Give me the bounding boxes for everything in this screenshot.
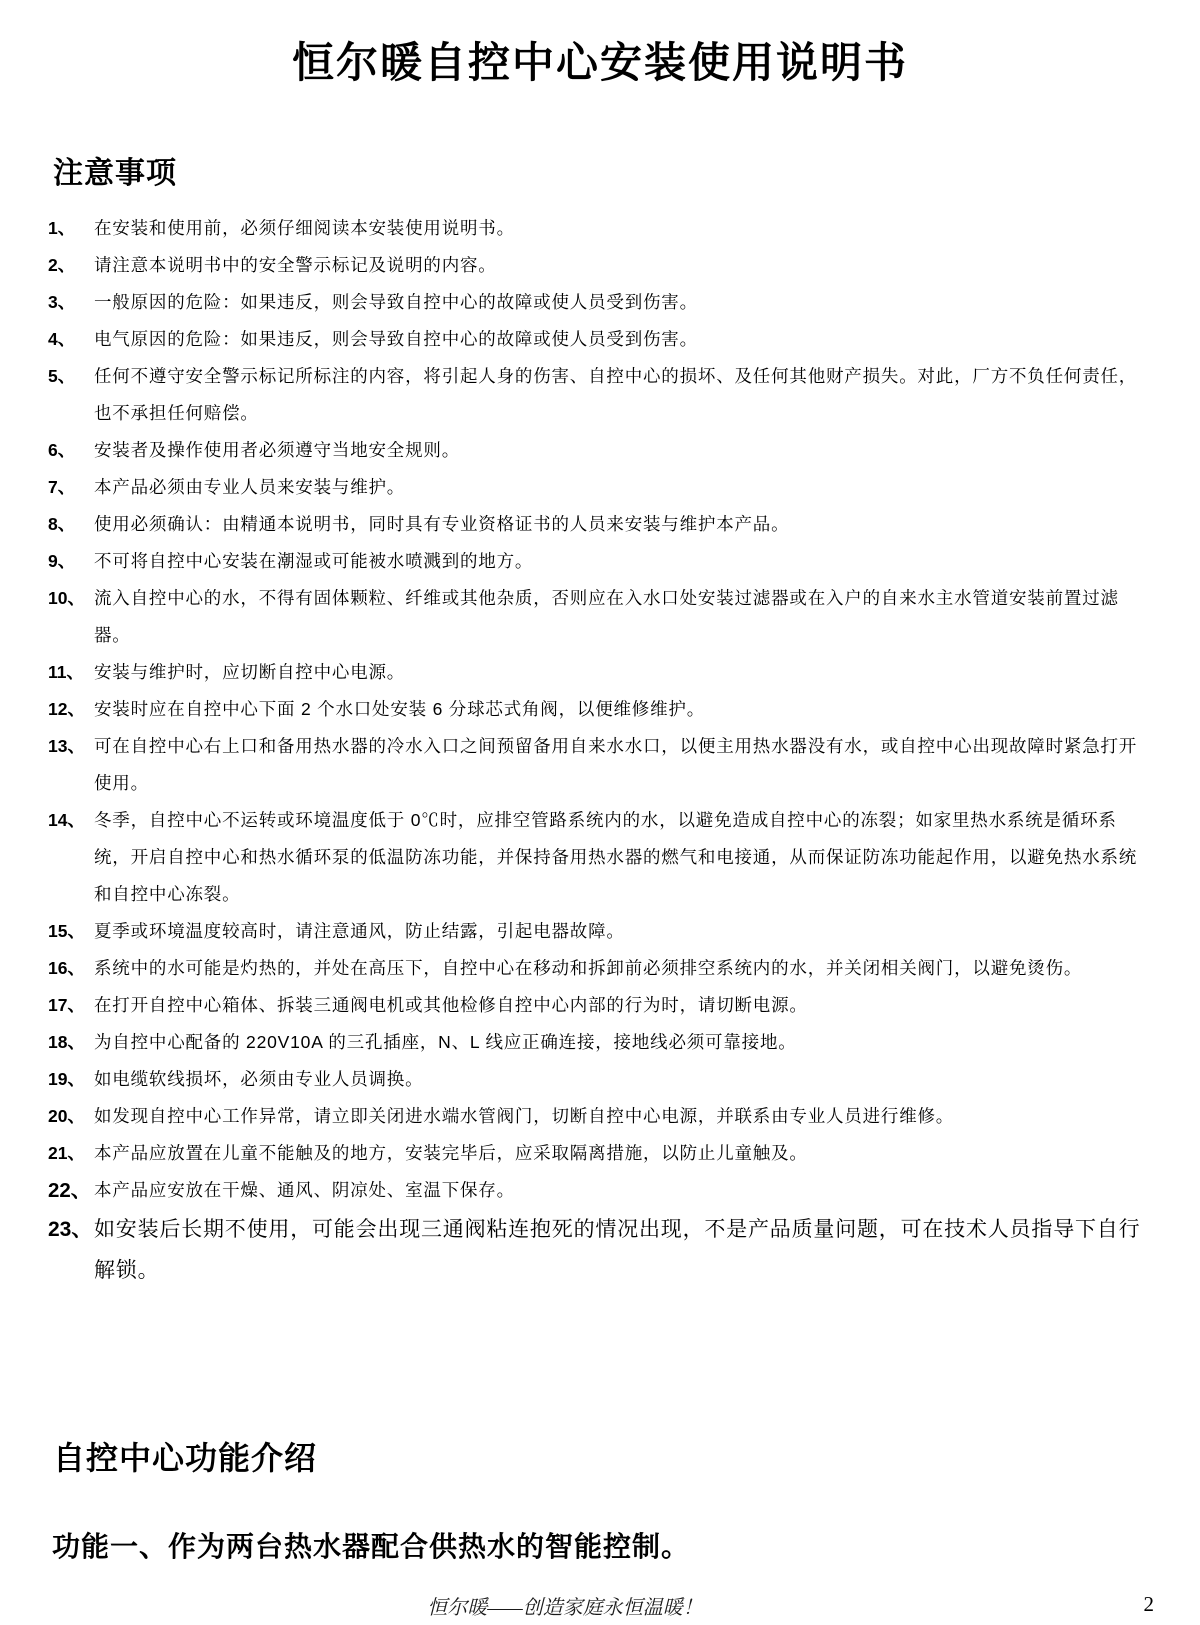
section-heading-notice: 注意事项	[53, 156, 177, 190]
list-item	[48, 728, 1150, 802]
item-text: 本产品应安放在干燥、通风、阴凉处、室温下保存。	[94, 1179, 515, 1200]
item-text: 安装与维护时，应切断自控中心电源。	[94, 661, 406, 682]
item-number: 4、	[48, 328, 76, 349]
item-text: 冬季，自控中心不运转或环境温度低于 0℃时，应排空管路系统内的水，以避免造成自控中心的冻裂；如家里热水系统是循环系统，开启自控中心和热水循环泵的低温防冻功能，并保持备用热水器的燃气和电接通，从而保证防冻功能起作用，以避免热水系统和自控中心冻裂。	[94, 809, 1138, 904]
item-text: 可在自控中心右上口和备用热水器的冷水入口之间预留备用自来水水口，以便主用热水器没有水，或自控中心出现故障时紧急打开使用。	[94, 735, 1138, 793]
list-item	[48, 247, 1150, 284]
list-item	[48, 950, 1150, 987]
item-text: 如安装后长期不使用，可能会出现三通阀粘连抱死的情况出现，不是产品质量问题，可在技术人员指导下自行解锁。	[94, 1217, 1141, 1282]
item-number: 19、	[48, 1068, 85, 1089]
item-number: 3、	[48, 291, 76, 312]
list-item	[48, 432, 1150, 469]
item-text: 本产品应放置在儿童不能触及的地方，安装完毕后，应采取隔离措施，以防止儿童触及。	[94, 1142, 808, 1163]
item-number: 10、	[48, 587, 85, 608]
item-number: 20、	[48, 1105, 85, 1126]
list-item	[48, 543, 1150, 580]
item-number: 18、	[48, 1031, 85, 1052]
item-text: 流入自控中心的水，不得有固体颗粒、纤维或其他杂质，否则应在入水口处安装过滤器或在入户的自来水主水管道安装前置过滤器。	[94, 587, 1119, 645]
list-item	[48, 1135, 1150, 1172]
item-text: 电气原因的危险：如果违反，则会导致自控中心的故障或使人员受到伤害。	[94, 328, 698, 349]
item-number: 11、	[48, 661, 84, 682]
list-item	[48, 654, 1150, 691]
item-number: 7、	[48, 476, 76, 497]
list-item	[48, 802, 1150, 913]
list-item	[48, 1024, 1150, 1061]
item-number: 5、	[48, 365, 76, 386]
item-number: 14、	[48, 809, 85, 830]
item-text: 本产品必须由专业人员来安装与维护。	[94, 476, 406, 497]
item-text: 夏季或环境温度较高时，请注意通风，防止结露，引起电器故障。	[94, 920, 625, 941]
footer-slogan: 恒尔暖——创造家庭永恒温暖！	[427, 1597, 703, 1619]
section-heading-functions: 自控中心功能介绍	[53, 1439, 318, 1476]
list-item	[48, 987, 1150, 1024]
list-item	[48, 1209, 1150, 1291]
function-one-subheading: 功能一、作为两台热水器配合供热水的智能控制。	[52, 1530, 691, 1562]
list-item	[48, 691, 1150, 728]
item-text: 安装者及操作使用者必须遵守当地安全规则。	[94, 439, 460, 460]
notice-list	[0, 210, 1200, 1291]
item-number: 22、	[48, 1178, 92, 1202]
item-number: 8、	[48, 513, 76, 534]
list-item	[48, 469, 1150, 506]
list-item	[48, 580, 1150, 654]
page-footer	[0, 1591, 1200, 1619]
item-text: 使用必须确认：由精通本说明书，同时具有专业资格证书的人员来安装与维护本产品。	[94, 513, 790, 534]
item-text: 一般原因的危险：如果违反，则会导致自控中心的故障或使人员受到伤害。	[94, 291, 698, 312]
item-number: 9、	[48, 550, 76, 571]
list-item	[48, 284, 1150, 321]
item-text: 为自控中心配备的 220V10A 的三孔插座，N、L 线应正确连接，接地线必须可靠接地。	[94, 1031, 797, 1052]
page-number: 2	[1143, 1592, 1154, 1616]
item-number: 6、	[48, 439, 76, 460]
list-item	[48, 321, 1150, 358]
item-text: 安装时应在自控中心下面 2 个水口处安装 6 分球芯式角阀，以便维修维护。	[94, 698, 706, 719]
item-text: 系统中的水可能是灼热的，并处在高压下，自控中心在移动和拆卸前必须排空系统内的水，并关闭相关阀门，以避免烫伤。	[94, 957, 1083, 978]
item-text: 在安装和使用前，必须仔细阅读本安装使用说明书。	[94, 217, 515, 238]
list-item	[48, 1098, 1150, 1135]
item-text: 请注意本说明书中的安全警示标记及说明的内容。	[94, 254, 497, 275]
item-text: 不可将自控中心安装在潮湿或可能被水喷溅到的地方。	[94, 550, 534, 571]
list-item	[48, 1172, 1150, 1209]
item-number: 1、	[48, 217, 76, 238]
item-text: 如发现自控中心工作异常，请立即关闭进水端水管阀门，切断自控中心电源，并联系由专业人员进行维修。	[94, 1105, 955, 1126]
list-item	[48, 210, 1150, 247]
item-number: 17、	[48, 994, 85, 1015]
item-text: 任何不遵守安全警示标记所标注的内容，将引起人身的伤害、自控中心的损坏、及任何其他财产损失。对此，厂方不负任何责任，也不承担任何赔偿。	[94, 365, 1138, 423]
item-number: 16、	[48, 957, 85, 978]
list-item	[48, 358, 1150, 432]
item-number: 13、	[48, 735, 85, 756]
item-number: 2、	[48, 254, 76, 275]
item-number: 12、	[48, 698, 85, 719]
item-text: 在打开自控中心箱体、拆装三通阀电机或其他检修自控中心内部的行为时，请切断电源。	[94, 994, 808, 1015]
item-number: 23、	[48, 1217, 93, 1241]
item-number: 21、	[48, 1142, 85, 1163]
list-item	[48, 913, 1150, 950]
item-text: 如电缆软线损坏，必须由专业人员调换。	[94, 1068, 424, 1089]
item-number: 15、	[48, 920, 85, 941]
list-item	[48, 506, 1150, 543]
page-title: 恒尔暖自控中心安装使用说明书	[291, 39, 908, 86]
list-item	[48, 1061, 1150, 1098]
